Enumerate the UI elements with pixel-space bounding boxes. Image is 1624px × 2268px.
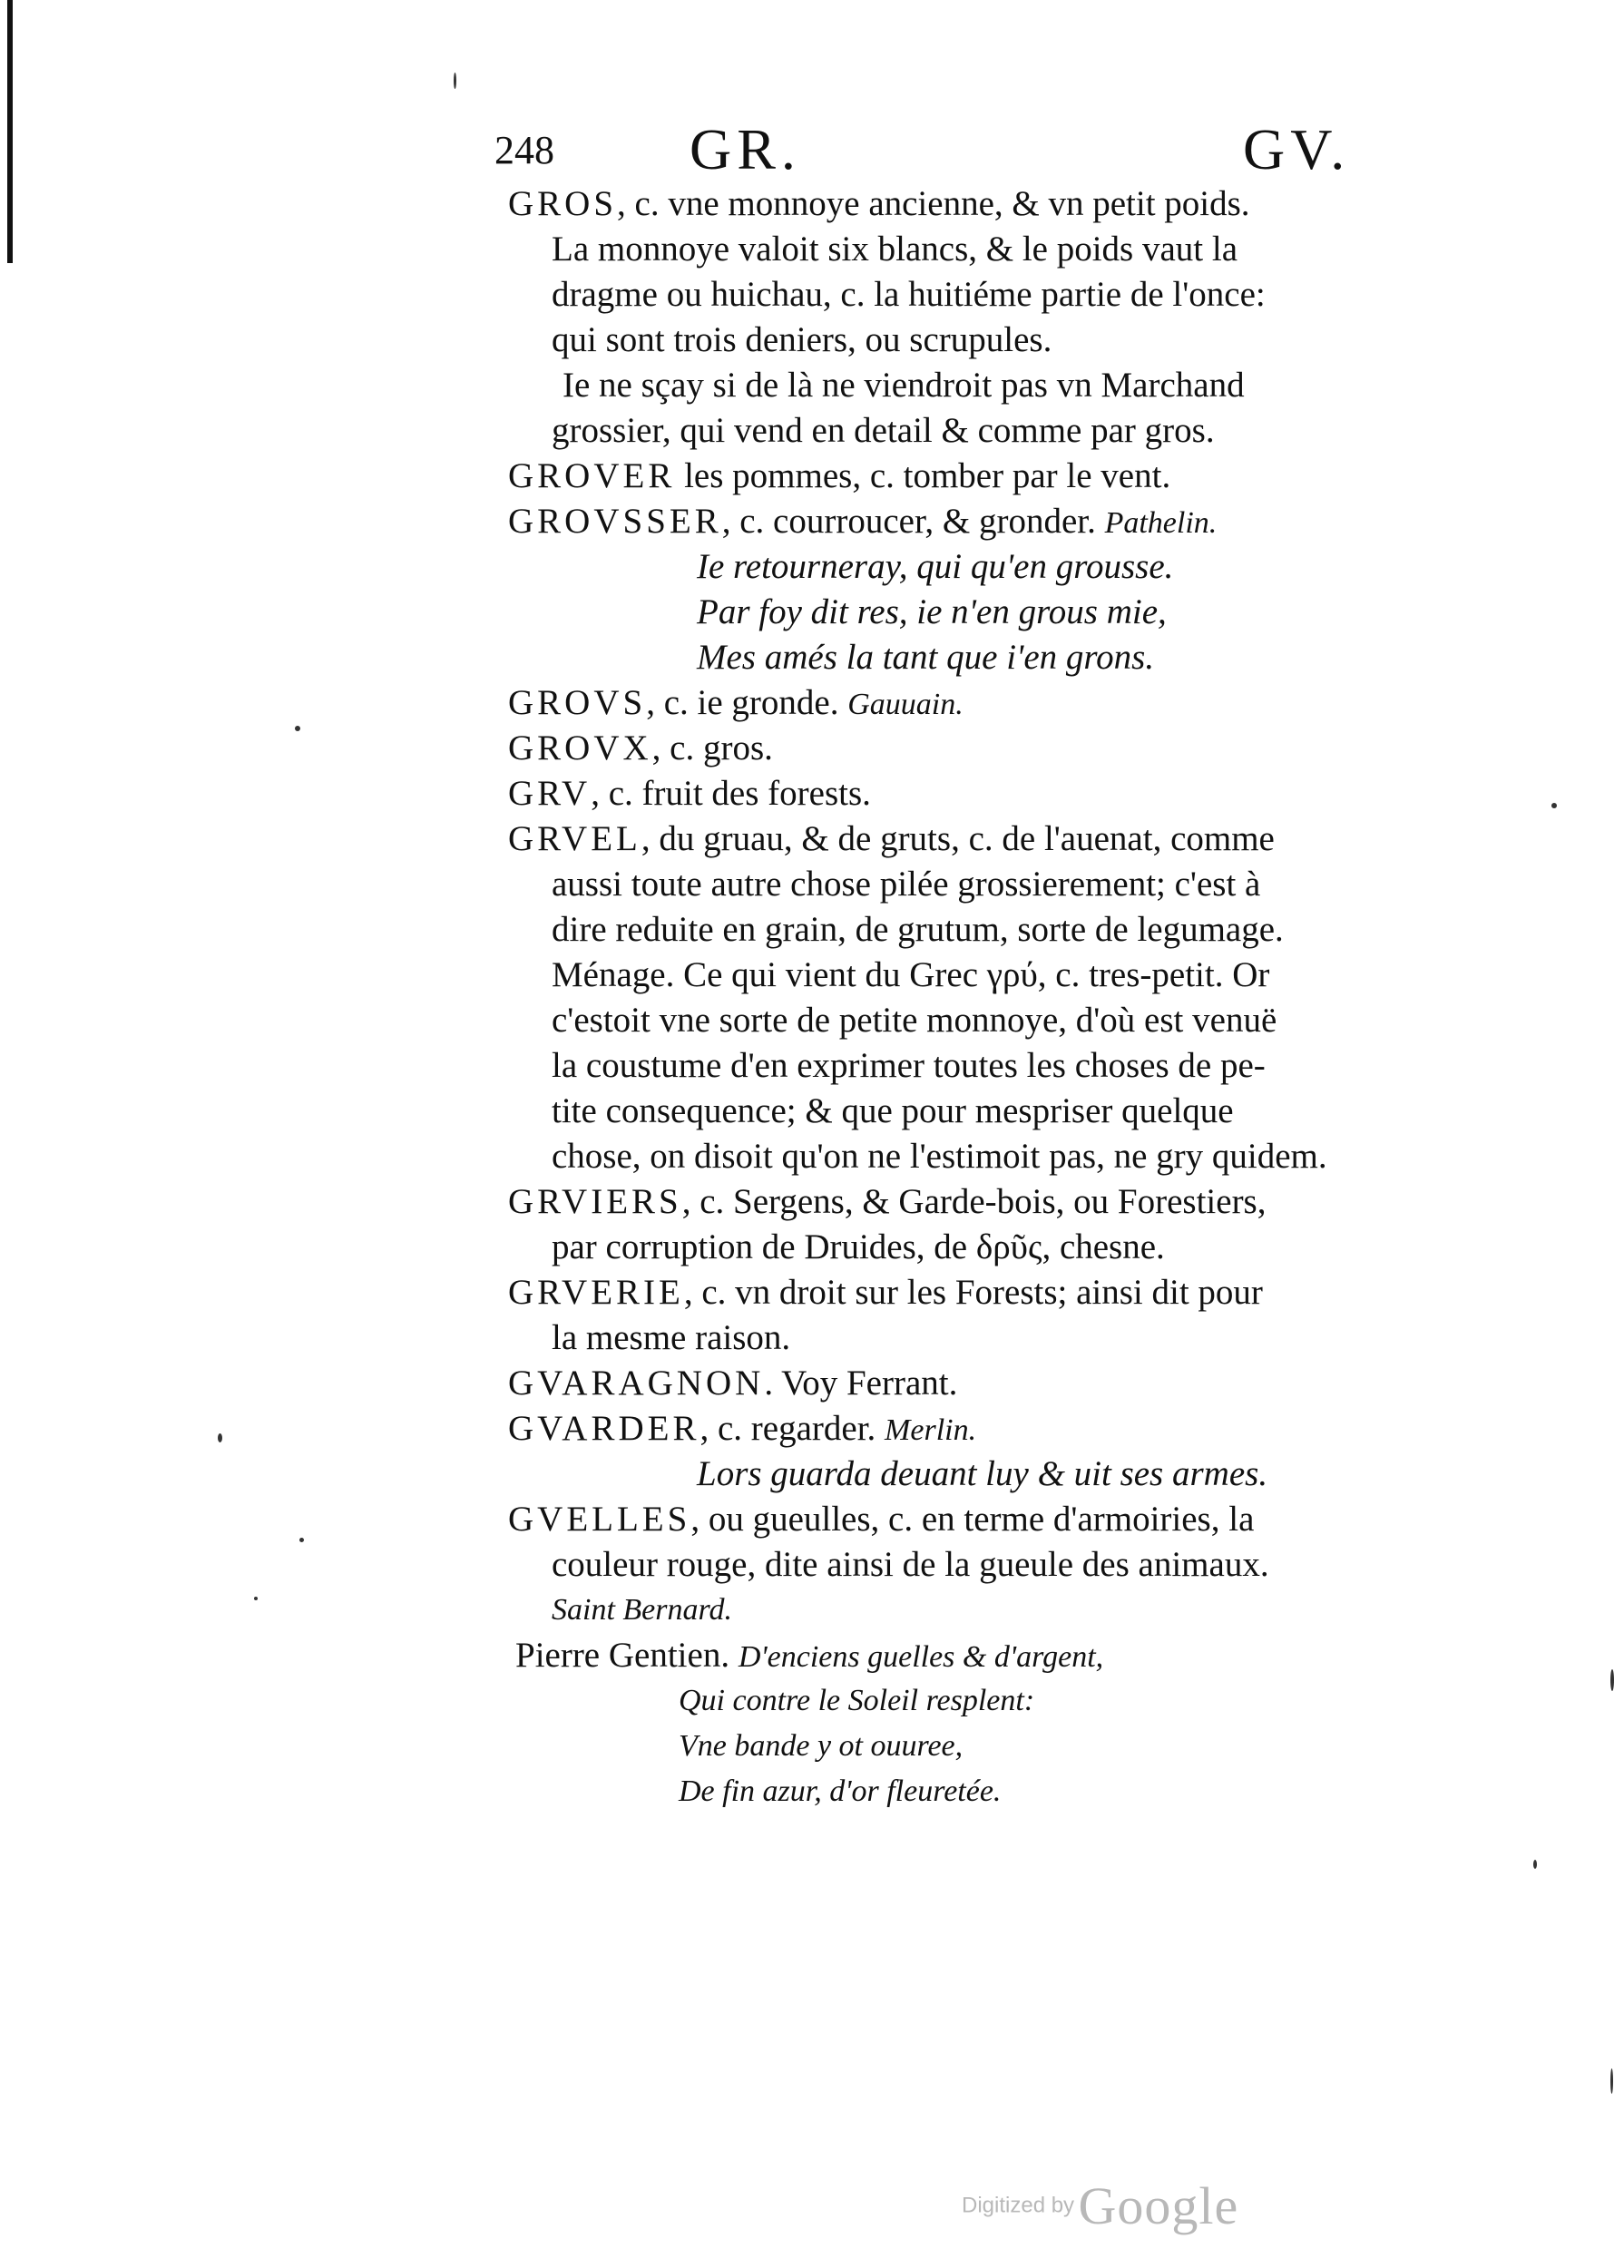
entry-guaragnon: GVARAGNON. Voy Ferrant.	[508, 1364, 958, 1403]
headword: GROVX	[508, 728, 652, 767]
entry-guarder: GVARDER, c. regarder. Merlin.	[508, 1409, 977, 1448]
headword: GRVIERS	[508, 1182, 682, 1221]
headword: GROS	[508, 184, 618, 223]
running-header	[494, 116, 1402, 180]
dictionary-text: GROS, c. vne monnoye ancienne, & vn petit poids. La monnoye valoit six blancs, & le poids vaut la dragme ou huichau, c. la huitiéme partie de l'once: qui sont trois deniers, ou scrupules. Ie ne sçay si de là ne viendroit pas vn Marchand grossier, qui vend en detail & comme par gros. GROVER les pommes, c. tomber par le vent. GROVSSER, c. courroucer, & gronder. Pathelin. Ie retourneray, qui qu'en grousse. Par foy dit res, ie n'en grous mie, Mes amés la tant que i'en grons. GROVS, c. ie gronde. Gauuain. GROVX, c. gros. GRV, c. fruit des forests. GRVEL, du gruau, & de gruts, c. de l'auenat, comme aussi toute autre chose pilée grossierement; c'est à dire reduite en grain, de grutum, sorte de legumage. Ménage. Ce qui vient du Grec γρύ, c. tres-petit. Or c'estoit vne sorte de petite monnoye, d'où est venuë la coustume d'en exprimer toutes les choses de pe- tite consequence; & que pour mespriser quelque chose, on disoit qu'on ne l'estimoit pas, ne gry quidem. GRVIERS, c. Sergens, & Garde-bois, ou Forestiers, par corruption de Druides, de δρῦς, chesne. GRVERIE, c. vn droit sur les Forests; ainsi dit pour la mesme raison. GVARAGNON. Voy Ferrant. GVARDER, c. regarder. Merlin. Lors guarda deuant luy & uit ses armes. GVELLES, ou gueulles, c. en terme d'armoiries, la couleur rouge, dite ainsi de la gueule des animaux. Saint Bernard. Pierre Gentien. D'enciens guelles & d'argent, Qui contre le Soleil resplent: Vne bande y ot ouuree, De fin azur, d'or fleuretée.	[508, 181, 1506, 1814]
citation-line: Pierre Gentien. D'enciens guelles & d'argent,	[515, 1636, 1104, 1675]
headword: GROVS	[508, 683, 647, 722]
entry-gros: GROS, c. vne monnoye ancienne, & vn petit poids.	[508, 184, 1250, 223]
verse-line: Qui contre le Soleil resplent:	[679, 1684, 1035, 1717]
scan-speck	[1551, 803, 1557, 808]
headword: GRVEL	[508, 819, 641, 858]
headword: GROVSSER	[508, 502, 722, 541]
scan-speck	[1610, 1669, 1614, 1691]
scan-speck	[218, 1433, 222, 1442]
headword: GRVERIE	[508, 1273, 684, 1312]
google-logo: Google	[1078, 2176, 1239, 2235]
scan-speck	[299, 1538, 304, 1542]
source-citation: Merlin.	[885, 1413, 977, 1447]
scan-speck	[254, 1597, 258, 1600]
verse-line: De fin azur, d'or fleuretée.	[679, 1774, 1002, 1808]
scan-speck	[1533, 1860, 1537, 1869]
headword: GRV	[508, 774, 592, 813]
right-running-head: GV.	[1243, 117, 1351, 181]
left-running-head: GR.	[690, 117, 801, 181]
entry-grover: GROVER les pommes, c. tomber par le vent.	[508, 456, 1171, 495]
entry-grous: GROVS, c. ie gronde. Gauuain.	[508, 683, 964, 722]
source-citation: Pathelin.	[1104, 506, 1218, 540]
entry-gruiers: GRVIERS, c. Sergens, & Garde-bois, ou Forestiers,	[508, 1182, 1267, 1221]
source-citation: Saint Bernard.	[552, 1593, 732, 1627]
verse-line: Mes amés la tant que i'en grons.	[697, 638, 1155, 677]
verse-line: Vne bande y ot ouuree,	[679, 1729, 964, 1763]
digitized-by-google-watermark: Digitized by Google	[962, 2176, 1239, 2235]
scan-speck	[454, 73, 456, 89]
verse-line: Lors guarda deuant luy & uit ses armes.	[697, 1454, 1268, 1493]
headword: GVELLES	[508, 1500, 691, 1539]
headword: GVARDER	[508, 1409, 700, 1448]
page-number: 248	[494, 128, 554, 172]
verse-line: Par foy dit res, ie n'en grous mie,	[697, 592, 1167, 631]
entry-gruel: GRVEL, du gruau, & de gruts, c. de l'auenat, comme	[508, 819, 1275, 858]
entry-groux: GROVX, c. gros.	[508, 728, 773, 767]
headword: GVARAGNON	[508, 1364, 765, 1403]
entry-grousser: GROVSSER, c. courroucer, & gronder. Pathelin.	[508, 502, 1218, 541]
verse-line: Ie retourneray, qui qu'en grousse.	[697, 547, 1174, 586]
entry-gruerie: GRVERIE, c. vn droit sur les Forests; ainsi dit pour	[508, 1273, 1263, 1312]
binding-edge-shadow	[7, 0, 13, 263]
scan-speck	[1610, 2068, 1613, 2094]
headword: GROVER	[508, 456, 676, 495]
source-citation: Gauuain.	[847, 688, 964, 721]
citation-author: Pierre Gentien.	[515, 1636, 730, 1675]
entry-gru: GRV, c. fruit des forests.	[508, 774, 871, 813]
entry-guelles: GVELLES, ou gueulles, c. en terme d'armoiries, la	[508, 1500, 1255, 1539]
scan-speck	[295, 726, 300, 731]
